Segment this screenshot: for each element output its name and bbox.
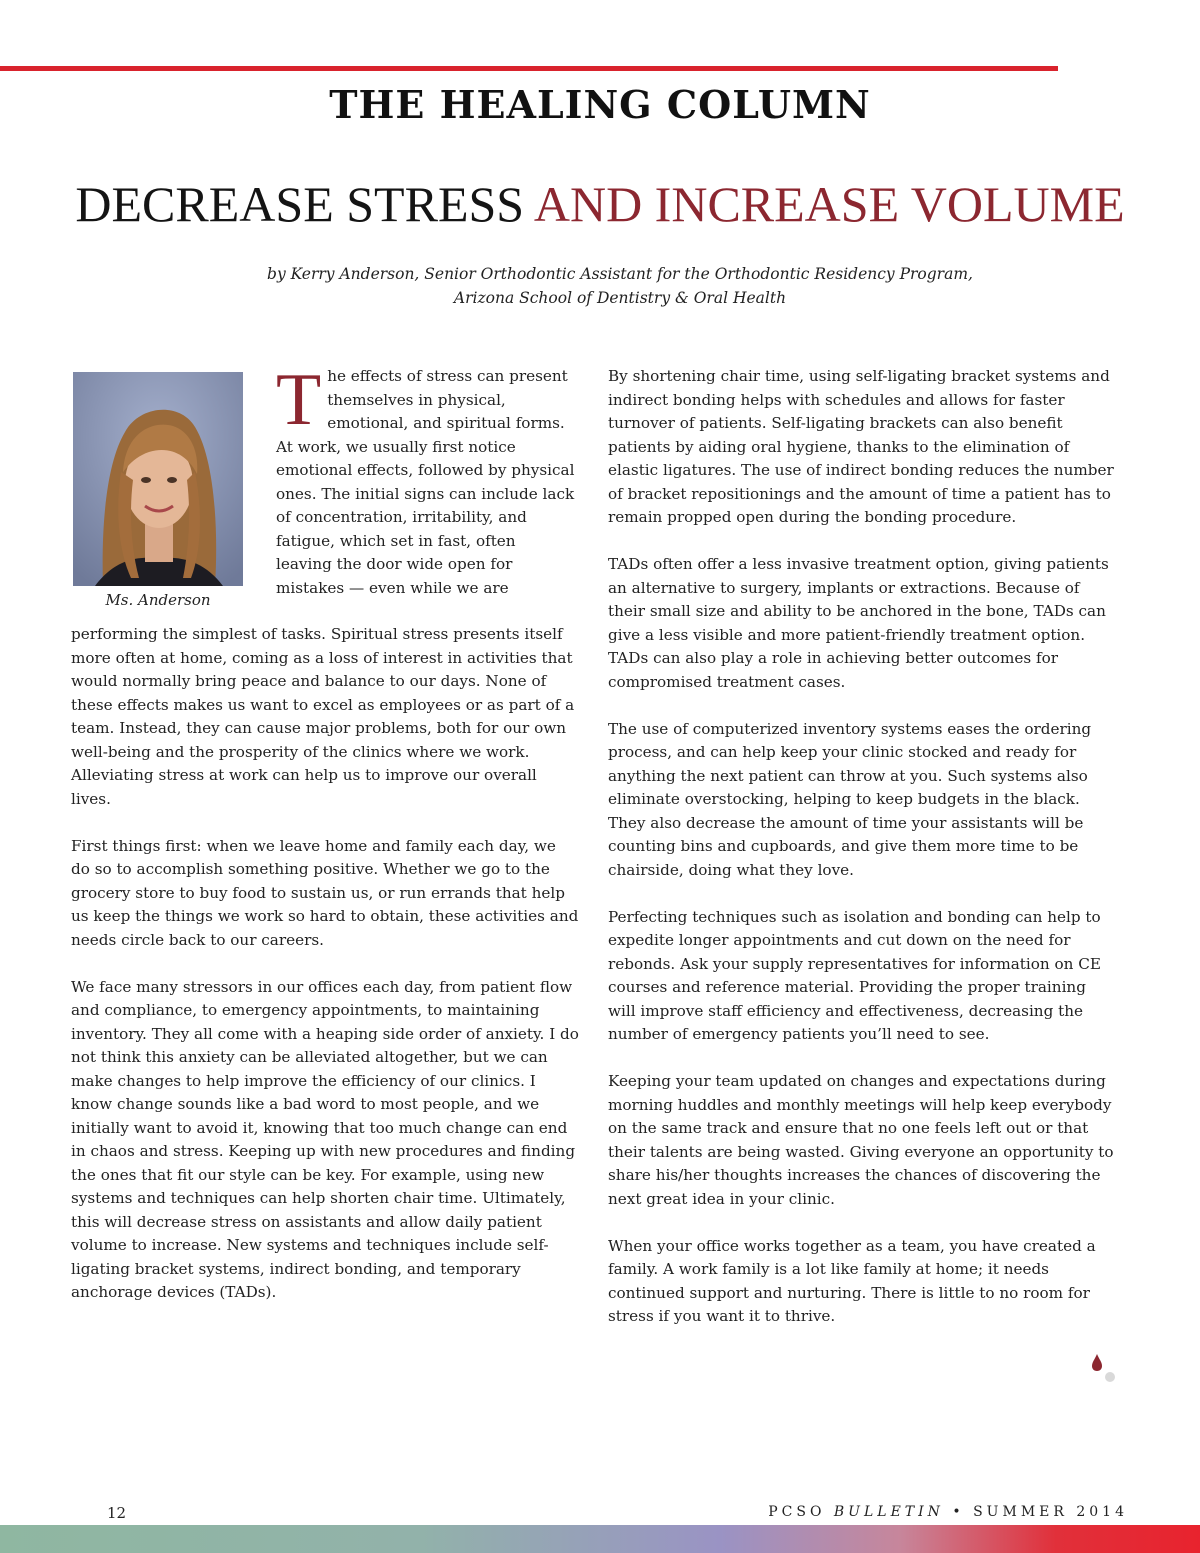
author-photo [73, 372, 243, 586]
author-portrait-illustration [73, 372, 243, 586]
right-paragraph: The use of computerized inventory systems eases the ordering process, and can help keep your clinic stocked and ready for anything the next patient can throw at you. Such systems also eliminate overstocking, helping to keep budgets in the black. They also decrease the amount of time your assistants will be counting bins and cupboards, and give them more time to be chairside, doing what they love. [608, 719, 1092, 879]
right-paragraph: TADs often offer a less invasive treatment option, giving patients an alternative to surgery, implants or extractions. Because of their small size and ability to be anchored in the bone, TADs can give a less visible and more patient-friendly treatment option. TADs can also play a role in achieving better outcomes for compromised treatment cases. [608, 555, 1109, 691]
footer-separator: • [952, 1504, 965, 1520]
right-paragraph: When your office works together as a team, you have created a family. A work family is a lot like family at home; it needs continued support and nurturing. There is little to no room for stress if you want it to thrive. [608, 1236, 1096, 1325]
left-paragraph: First things first: when we leave home and family each day, we do so to accomplish something positive. Whether we go to the grocery store to buy food to sustain us, or run errands that help us keep the things we work so hard to obtain, these activities and needs circle back to our careers. [71, 836, 579, 949]
byline [180, 262, 1060, 310]
page-number: 12 [107, 1504, 127, 1522]
right-column [608, 365, 1116, 1352]
intro-paragraph-wrap [276, 359, 576, 600]
bottom-color-band [0, 1525, 1200, 1553]
intro-text: he effects of stress can present themselves in physical, emotional, and spiritual forms. At work, we usually first notice emotional effects, followed by physical ones. The initial signs can include lack of concentration, irritability, and fatigue, which set in fast, often leaving the door wide open for mistakes — even while we are [276, 367, 575, 597]
byline-line-2: Arizona School of Dentistry & Oral Health [453, 289, 787, 307]
top-red-rule [0, 66, 1058, 71]
byline-line-1: by Kerry Anderson, Senior Orthodontic Assistant for the Orthodontic Residency Program, [267, 265, 973, 283]
publication-name: BULLETIN [833, 1504, 944, 1520]
issue-label: SUMMER 2014 [973, 1504, 1128, 1520]
headline-part-1: DECREASE STRESS [75, 176, 525, 232]
left-column [71, 623, 579, 1328]
intro-continued: performing the simplest of tasks. Spiritual stress presents itself more often at home, coming as a loss of interest in activities that would normally bring peace and balance to our days. None of these effects makes us want to excel as employees or as part of a team. Instead, they can cause major problems, both for our own well-being and the prosperity of the clinics where we work. Alleviating stress at work can help us to improve our overall lives. [71, 625, 575, 808]
right-paragraph: By shortening chair time, using self-ligating bracket systems and indirect bonding helps with schedules and allows for faster turnover of patients. Self-ligating brackets can also benefit patients by aiding oral hygiene, thanks to the elimination of elastic ligatures. The use of indirect bonding reduces the number of bracket repositionings and the amount of time a patient has to remain propped open during the bonding procedure. [608, 367, 1114, 526]
drop-cap: T [276, 359, 322, 441]
section-title: THE HEALING COLUMN [329, 82, 871, 127]
publication-prefix: PCSO [768, 1504, 826, 1520]
right-paragraph: Perfecting techniques such as isolation and bonding can help to expedite longer appointments and cut down on the need for rebonds. Ask your supply representatives for information on CE courses and reference material. Providing the proper training will improve staff efficiency and effectiveness, decreasing the number of emergency patients you’ll need to see. [608, 907, 1101, 1043]
blood-drop-icon [1090, 1352, 1120, 1386]
left-paragraph: We face many stressors in our offices each day, from patient flow and compliance, to emergency appointments, to maintaining inventory. They all come with a heaping side order of anxiety. I do not think this anxiety can be alleviated altogether, but we can make changes to help improve the efficiency of our clinics. I know change sounds like a bad word to most people, and we initially want to avoid it, knowing that too much change can end in chaos and stress. Keeping up with new procedures and finding the ones that fit our style can be key. For example, using new systems and techniques can help shorten chair time. Ultimately, this will decrease stress on assistants and allow daily patient volume to increase. New systems and techniques include self-ligating bracket systems, indirect bonding, and temporary anchorage devices (TADs). [71, 977, 579, 1301]
article-headline [0, 172, 1200, 236]
right-paragraph: Keeping your team updated on changes and expectations during morning huddles and monthly meetings will help keep everybody on the same track and ensure that no one feels left out or that their talents are being wasted. Giving everyone an opportunity to share his/her thoughts increases the chances of discovering the next great idea in your clinic. [608, 1072, 1114, 1208]
publication-footer [768, 1504, 1128, 1520]
headline-part-2: AND INCREASE VOLUME [533, 176, 1125, 232]
photo-caption: Ms. Anderson [105, 591, 211, 609]
